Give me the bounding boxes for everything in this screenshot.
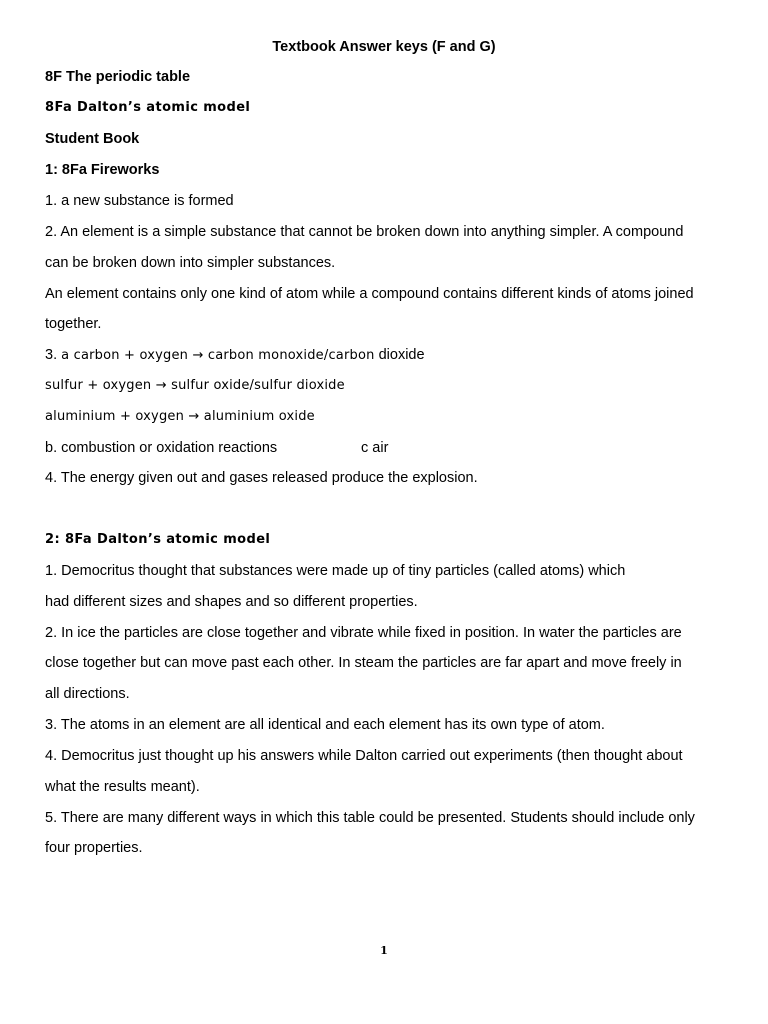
document-title: Textbook Answer keys (F and G) (272, 39, 496, 55)
topic-heading: 8Fa Dalton’s atomic model (45, 100, 251, 115)
section2-answer-1-line2: had different sizes and shapes and so different properties. (45, 594, 418, 610)
section2-answer-5-line1: 5. There are many different ways in which this table could be presented. Students should include only (45, 810, 695, 826)
section2-heading: 2: 8Fa Dalton’s atomic model (45, 532, 271, 547)
section1-answer-2-line4: together. (45, 316, 102, 332)
section1-answer-1: 1. a new substance is formed (45, 193, 234, 209)
equation-carbon: a carbon + oxygen → carbon monoxide/carbon (61, 348, 375, 363)
section1-answer-3b: b. combustion or oxidation reactions (45, 440, 278, 456)
section1-answer-2-line1: 2. An element is a simple substance that cannot be broken down into anything simpler. A compound (45, 224, 684, 240)
section1-answer-2-line3: An element contains only one kind of atom while a compound contains different kinds of atoms joined (45, 286, 694, 302)
section2-answer-2-line2: close together but can move past each other. In steam the particles are far apart and move freely in (45, 655, 682, 671)
section2-answer-3: 3. The atoms in an element are all identical and each element has its own type of atom. (45, 717, 605, 733)
section2-answer-5-line2: four properties. (45, 840, 143, 856)
section1-answer-4: 4. The energy given out and gases released produce the explosion. (45, 470, 478, 486)
section1-answer-3-equation3: aluminium + oxygen → aluminium oxide (45, 409, 315, 424)
section1-heading: 1: 8Fa Fireworks (45, 162, 160, 178)
section1-answer-3-equation2: sulfur + oxygen → sulfur oxide/sulfur dioxide (45, 378, 345, 393)
unit-heading: 8F The periodic table (45, 69, 191, 85)
section2-answer-4-line2: what the results meant). (45, 779, 200, 795)
book-heading: Student Book (45, 131, 140, 147)
section1-answer-2-line2: can be broken down into simpler substances. (45, 255, 336, 271)
section2-answer-2-line3: all directions. (45, 686, 130, 702)
page-number: 1 (380, 944, 388, 957)
equation-carbon-end: dioxide (374, 347, 425, 363)
section1-answer-3-equation1 (45, 346, 425, 365)
section2-answer-4-line1: 4. Democritus just thought up his answers while Dalton carried out experiments (then thought about (45, 748, 683, 764)
section2-answer-1-line1: 1. Democritus thought that substances were made up of tiny particles (called atoms) which (45, 563, 626, 579)
answer-3-prefix: 3. (45, 347, 62, 363)
section1-answer-3c: c air (361, 440, 389, 456)
section2-answer-2-line1: 2. In ice the particles are close together and vibrate while fixed in position. In water the particles are (45, 625, 682, 641)
